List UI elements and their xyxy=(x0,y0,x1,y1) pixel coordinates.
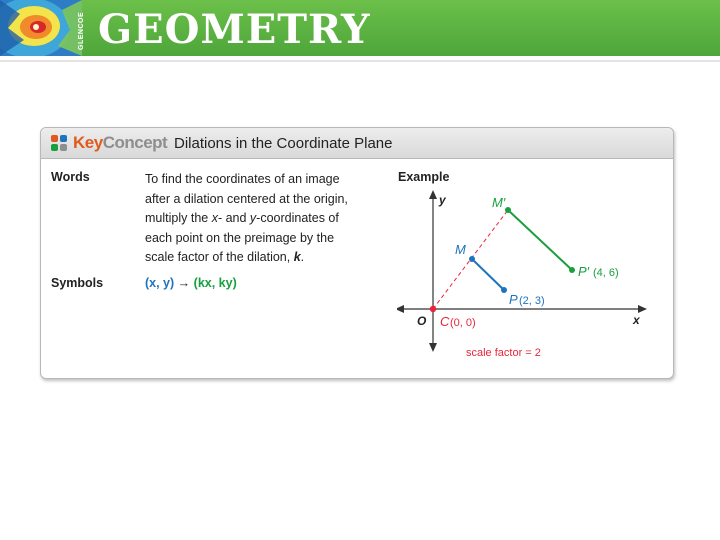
words-line: multiply the xyxy=(145,211,212,225)
words-label: Words xyxy=(51,170,90,184)
words-line: scale factor of the dilation, xyxy=(145,250,294,264)
m-label: M xyxy=(455,242,466,257)
point-m-prime xyxy=(505,207,511,213)
scale-factor-note: scale factor = 2 xyxy=(466,347,541,359)
words-line: - and xyxy=(217,211,250,225)
words-var-k: k xyxy=(293,250,301,264)
origin-label: O xyxy=(417,314,427,328)
key-concept-box xyxy=(40,127,674,379)
words-line: each point on the preimage by the xyxy=(145,230,335,245)
words-line: To find the coordinates of an image xyxy=(145,172,340,186)
preimage-segment xyxy=(472,259,504,290)
mapping-arrow: → xyxy=(177,276,191,290)
preimage-expression: (x, y) xyxy=(145,276,175,290)
banner-fractal-art xyxy=(0,0,82,56)
p-prime-coords: (4, 6) xyxy=(593,267,619,279)
point-p xyxy=(501,287,507,293)
x-axis-arrow-left-icon xyxy=(397,305,404,313)
x-axis-label: x xyxy=(633,313,640,327)
words-var-x: x xyxy=(211,211,218,225)
words-line: -coordinates of xyxy=(256,211,339,225)
image-expression: (kx, ky) xyxy=(193,276,237,290)
point-c xyxy=(430,306,436,312)
key-concept-header xyxy=(41,128,673,159)
symbols-label: Symbols xyxy=(51,276,104,290)
symbols-expression xyxy=(145,276,237,290)
p-coords: (2, 3) xyxy=(519,295,545,307)
key-concept-logo-icon xyxy=(49,133,69,153)
point-p-prime xyxy=(569,267,575,273)
page-title: GEOMETRY xyxy=(98,6,371,53)
y-axis-arrow-up-icon xyxy=(429,190,437,199)
c-label: C xyxy=(440,314,450,329)
image-segment xyxy=(508,210,572,270)
words-text xyxy=(145,170,375,268)
key-concept-title: Dilations in the Coordinate Plane xyxy=(174,135,393,152)
y-axis-label: y xyxy=(439,193,446,207)
c-coords: (0, 0) xyxy=(450,317,476,329)
p-label: P xyxy=(509,292,518,307)
brand-key: Key xyxy=(73,133,103,152)
m-prime-label: M′ xyxy=(492,195,506,210)
key-concept-brand xyxy=(73,133,167,153)
y-axis-arrow-down-icon xyxy=(429,343,437,352)
example-label: Example xyxy=(398,170,450,184)
header-banner xyxy=(0,0,720,56)
words-var-y: y xyxy=(249,211,257,225)
brand-concept: Concept xyxy=(102,133,168,152)
p-prime-label: P′ xyxy=(578,264,590,279)
point-m xyxy=(469,256,475,262)
words-line: after a dilation centered at the origin, xyxy=(145,191,348,206)
x-axis-arrow-right-icon xyxy=(638,305,647,313)
dilation-graph xyxy=(397,186,673,366)
header-divider xyxy=(0,60,720,62)
publisher-brand: GLENCOE xyxy=(78,11,85,50)
words-period: . xyxy=(300,250,305,264)
